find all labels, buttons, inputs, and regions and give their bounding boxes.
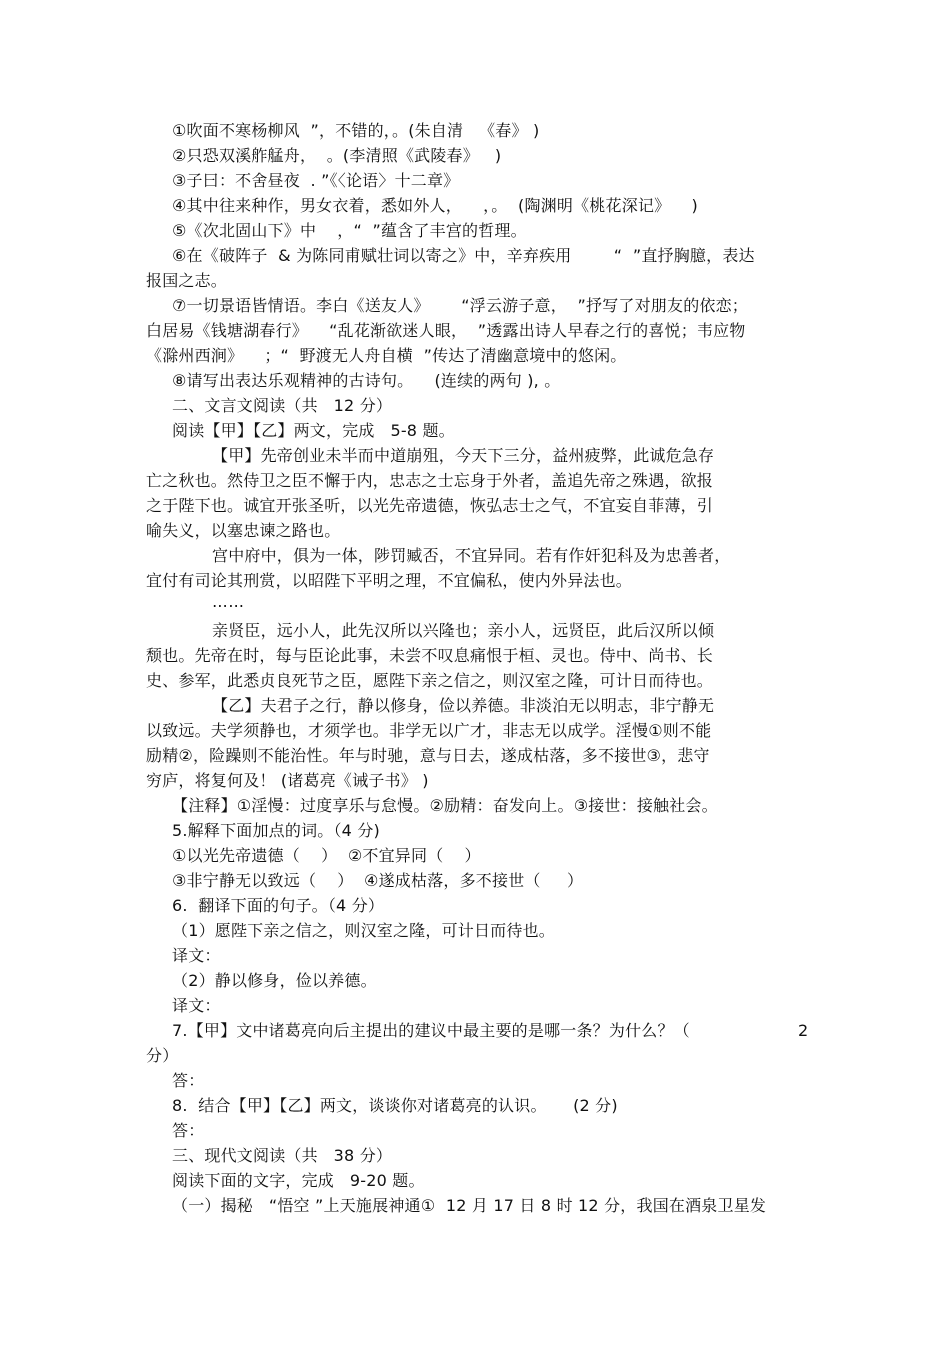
text-line: 颓也。先帝在时，每与臣论此事，未尝不叹息痛恨于桓、灵也。侍中、尚书、长 [146,646,714,665]
text-line: （2）静以修身，俭以养德。 [172,971,377,990]
text-line: ⑧请写出表达乐观精神的古诗句。 (连续的两句 ), 。 [172,371,561,390]
text-line: 《滁州西涧》 ；“ 野渡无人舟自横 ”传达了清幽意境中的悠闲。 [146,346,627,365]
text-line: 白居易《钱塘湖春行》 “乱花渐欲迷人眼， ”透露出诗人早春之行的喜悦；韦应物 [146,321,746,340]
text-line: 以致远。夫学须静也，才须学也。非学无以广才，非志无以成学。淫慢①则不能 [146,721,712,740]
text-line: ③非宁静无以致远（ ） ④遂成枯落，多不接世（ ） [172,871,584,890]
text-line: ②只恐双溪舴艋舟， 。(李清照《武陵春》 ) [172,146,502,165]
text-line: 【甲】先帝创业未半而中道崩殂，今天下三分，益州疲弊，此诚危急存 [212,446,715,465]
question-6: 6. 翻译下面的句子。（4 分） [172,896,385,915]
text-line: 阅读下面的文字，完成 9-20 题。 [172,1171,425,1190]
question-8: 8. 结合【甲】【乙】两文，谈谈你对诸葛亮的认识。 (2 分) [172,1096,618,1115]
answer-label: 答： [172,1121,205,1140]
translation-label: 译文： [172,946,221,965]
text-line: 之于陛下也。诚宜开张圣听，以光先帝遗德，恢弘志士之气，不宜妄自菲薄，引 [146,496,714,515]
text-line: ⑥在《破阵子 & 为陈同甫赋壮词以寄之》中，辛弃疾用 “ ”直抒胸臆，表达 [172,246,755,265]
text-line: ⑦一切景语皆情语。李白《送友人》 “浮云游子意， ”抒写了对朋友的依恋； [172,296,749,315]
question-7: 7.【甲】文中诸葛亮向后主提出的建议中最主要的是哪一条？为什么？（ [172,1021,690,1040]
text-line: 穷庐，将复何及！ (诸葛亮《诫子书》 ) [146,771,429,790]
text-line: ③子曰：不舍昼夜 . ”《〈论语〉十二章》 [172,171,460,190]
answer-label: 答： [172,1071,205,1090]
text-line: 亡之秋也。然侍卫之臣不懈于内，忠志之士忘身于外者，盖追先帝之殊遇，欲报 [146,471,714,490]
score-value: 2 [798,1021,809,1040]
text-line: 励精②，险躁则不能治性。年与时驰，意与日去，遂成枯落，多不接世③，悲守 [146,746,710,765]
text-line: 宫中府中，俱为一体，陟罚臧否，不宜异同。若有作奸犯科及为忠善者， [212,546,731,565]
text-line: 阅读【甲】【乙】两文，完成 5-8 题。 [172,421,455,440]
text-line: 报国之志。 [146,271,228,290]
text-line: 【乙】夫君子之行，静以修身，俭以养德。非淡泊无以明志，非宁静无 [212,696,715,715]
text-line: ⑤《次北固山下》中 ，“ ”蕴含了丰宫的哲理。 [172,221,527,240]
text-line: ①吹面不寒杨柳风 ”，不错的，。(朱自清 《春》 ) [172,121,540,140]
section-heading: 二、文言文阅读（共 12 分） [172,396,393,415]
text-line: 亲贤臣，远小人，此先汉所以兴隆也；亲小人，远贤臣，此后汉所以倾 [212,621,715,640]
text-line: 宜付有司论其刑赏，以昭陛下平明之理，不宜偏私，使内外异法也。 [146,571,633,590]
translation-label: 译文： [172,996,221,1015]
text-line: 分） [146,1046,179,1065]
ellipsis: ⋯⋯ [212,596,245,615]
text-line: 喻失义，以塞忠谏之路也。 [146,521,341,540]
text-line: 史、参军，此悉贞良死节之臣，愿陛下亲之信之，则汉室之隆，可计日而待也。 [146,671,714,690]
annotation-note: 【注释】①淫慢：过度享乐与怠慢。②励精：奋发向上。③接世：接触社会。 [172,796,718,815]
text-line: （1）愿陛下亲之信之，则汉室之隆，可计日而待也。 [172,921,555,940]
section-heading: 三、现代文阅读（共 38 分） [172,1146,393,1165]
question-5: 5.解释下面加点的词。（4 分) [172,821,380,840]
text-line: ④其中往来种作，男女衣着，悉如外人， ，。 (陶渊明《桃花深记》 ) [172,196,698,215]
text-line: （一）揭秘 “悟空 ”上天施展神通① 12 月 17 日 8 时 12 分，我国在酒泉卫星发 [172,1196,767,1215]
text-line: ①以光先帝遗德（ ） ②不宜异同（ ） [172,846,481,865]
